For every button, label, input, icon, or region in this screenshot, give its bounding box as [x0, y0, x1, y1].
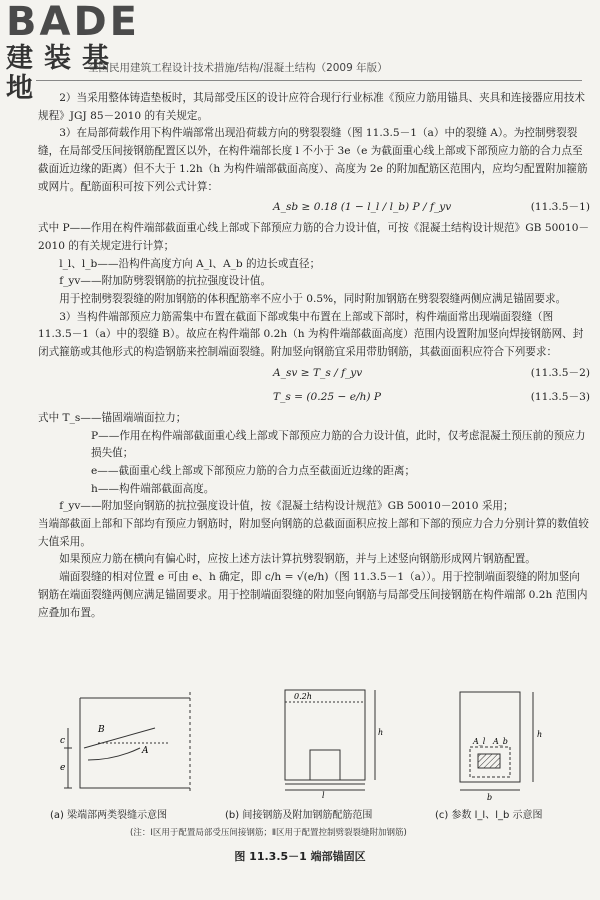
figure-a-label-c: c	[60, 736, 66, 746]
definition: h——构件端部截面高度。	[91, 482, 215, 495]
figure-c-label-h: h	[537, 730, 543, 739]
figure-note: (注：Ⅰ区用于配置局部受压间接钢筋；Ⅱ区用于配置控制劈裂裂缝附加钢筋)	[130, 828, 407, 838]
paragraph: 3）在局部荷载作用下构件端部常出现沿荷载方向的劈裂裂缝（图 11.3.5－1（a）中的裂缝 A）。为控制劈裂裂缝，在局部受压间接钢筋配置区以外，在构件端部长度 l 不小于 3e（e 为截面重心线上部或下部预应力筋的合力点至截面近边缘的距离）但不大于 1.2h（h 为构件端部截面高度）、高度为 2e 的附加配筋区范围内，应均匀配置附加箍筋或网片。配筋面积可按下列公式计算：	[38, 127, 588, 193]
figure-c-label-b: b	[487, 793, 493, 802]
definition: f_yv——附加防劈裂钢筋的抗拉强度设计值。	[59, 275, 272, 288]
formula-expression: A_sv ≥ T_s / f_yv	[273, 366, 363, 379]
logo-brand: BADE	[6, 0, 140, 45]
figure-a-label-A: A	[142, 746, 149, 756]
formula	[38, 362, 590, 386]
paragraph: 2）当采用整体铸造垫板时，其局部受压区的设计应符合现行行业标准《预应力筋用锚具、夹具和连接器应用技术规程》JGJ 85－2010 的有关规定。	[38, 92, 586, 122]
formula	[38, 196, 590, 220]
figure-a-caption: (a) 梁端部两类裂缝示意图	[50, 810, 168, 821]
logo	[6, 2, 156, 104]
formula-number: (11.3.5－3)	[530, 390, 590, 403]
figure-c-diagram	[445, 682, 565, 802]
formula-number: (11.3.5－2)	[530, 366, 590, 379]
paragraph: 3）当构件端部预应力筋需集中布置在截面下部或集中布置在上部或下部时，构件端面常出现端面裂缝（图 11.3.5－1（a）中的裂缝 B）。故应在构件端部 0.2h（h 为构件端部截面高度）范围内设置附加竖向焊接钢筋网、封闭式箍筋或其他形式的构造钢筋来控制端面裂缝。附加竖向钢筋宜采用带肋钢筋，其截面面积应符合下列要求：	[38, 310, 584, 359]
definition: P——作用在构件端部截面重心线上部或下部预应力筋的合力设计值，此时，仅考虑混凝土预压前的预应力损失值；	[91, 429, 586, 460]
paragraph: 当端部截面上部和下部均有预应力钢筋时，附加竖向钢筋的总截面面积应按上部和下部的预应力合力分别计算的数值较大值采用。	[38, 518, 589, 548]
paragraph: 如果预应力筋在横向有偏心时，应按上述方法计算抗劈裂钢筋，并与上述竖向钢筋形成网片钢筋配置。	[59, 553, 536, 566]
figure-b-label-l: l	[322, 791, 325, 800]
figure-b-label-2h: 0.2h	[294, 692, 312, 701]
figure-title: 图 11.3.5－1 端部锚固区	[234, 850, 366, 863]
figure-c-label-Ab: A_b	[493, 737, 508, 746]
header-rule	[36, 80, 582, 81]
definition: f_yv——附加竖向钢筋的抗拉强度设计值，按《混凝土结构设计规范》GB 50010－2010 采用；	[59, 500, 514, 513]
formula	[38, 386, 590, 410]
formula-expression: A_sb ≥ 0.18 (1 − l_l / l_b) P / f_yv	[273, 201, 452, 214]
figure-b-caption: (b) 间接钢筋及附加钢筋配筋范围	[225, 810, 373, 821]
definition: l_l、l_b——沿构件高度方向 A_l、A_b 的边长或直径；	[59, 257, 321, 270]
paragraph: 用于控制劈裂裂缝的附加钢筋的体积配筋率不应小于 0.5%，同时附加钢筋在劈裂裂缝两侧应满足锚固要求。	[59, 293, 567, 306]
figure-c-caption: (c) 参数 l_l、l_b 示意图	[435, 810, 543, 821]
figure-a-diagram	[60, 688, 210, 798]
figure-a-label-e: e	[60, 763, 66, 773]
logo-brand-cn: 建装基地	[6, 43, 120, 104]
formula-expression: T_s = (0.25 − e/h) P	[273, 390, 382, 403]
running-header: 全国民用建筑工程设计技术措施/结构/混凝土结构（2009 年版）	[88, 62, 388, 74]
figure-b-label-h: h	[378, 728, 384, 737]
figure-panel	[40, 688, 590, 836]
figure-c-label-Al: A_l	[473, 737, 486, 746]
definition: 式中 P——作用在构件端部截面重心线上部或下部预应力筋的合力设计值，可按《混凝土结构设计规范》GB 50010－2010 的有关规定进行计算；	[38, 222, 590, 252]
paragraph: 端面裂缝的相对位置 e 可由 e、h 确定，即 c/h = √(e/h)（图 11.3.5－1（a））。用于控制端面裂缝的附加竖向钢筋在端面裂缝两侧应满足锚固要求。用于控制端面裂缝的附加竖向钢筋与局部受压间接钢筋在构件端部 0.2h 范围内应叠加布置。	[38, 571, 588, 619]
definition: e——截面重心线上部或下部预应力筋的合力点至截面近边缘的距离；	[91, 464, 416, 477]
figure-b-diagram	[270, 680, 390, 800]
page-body	[38, 90, 590, 622]
definition: 式中 T_s——锚固端端面拉力；	[38, 411, 187, 424]
formula-number: (11.3.5－1)	[530, 201, 590, 214]
figure-a-label-B: B	[98, 725, 105, 735]
